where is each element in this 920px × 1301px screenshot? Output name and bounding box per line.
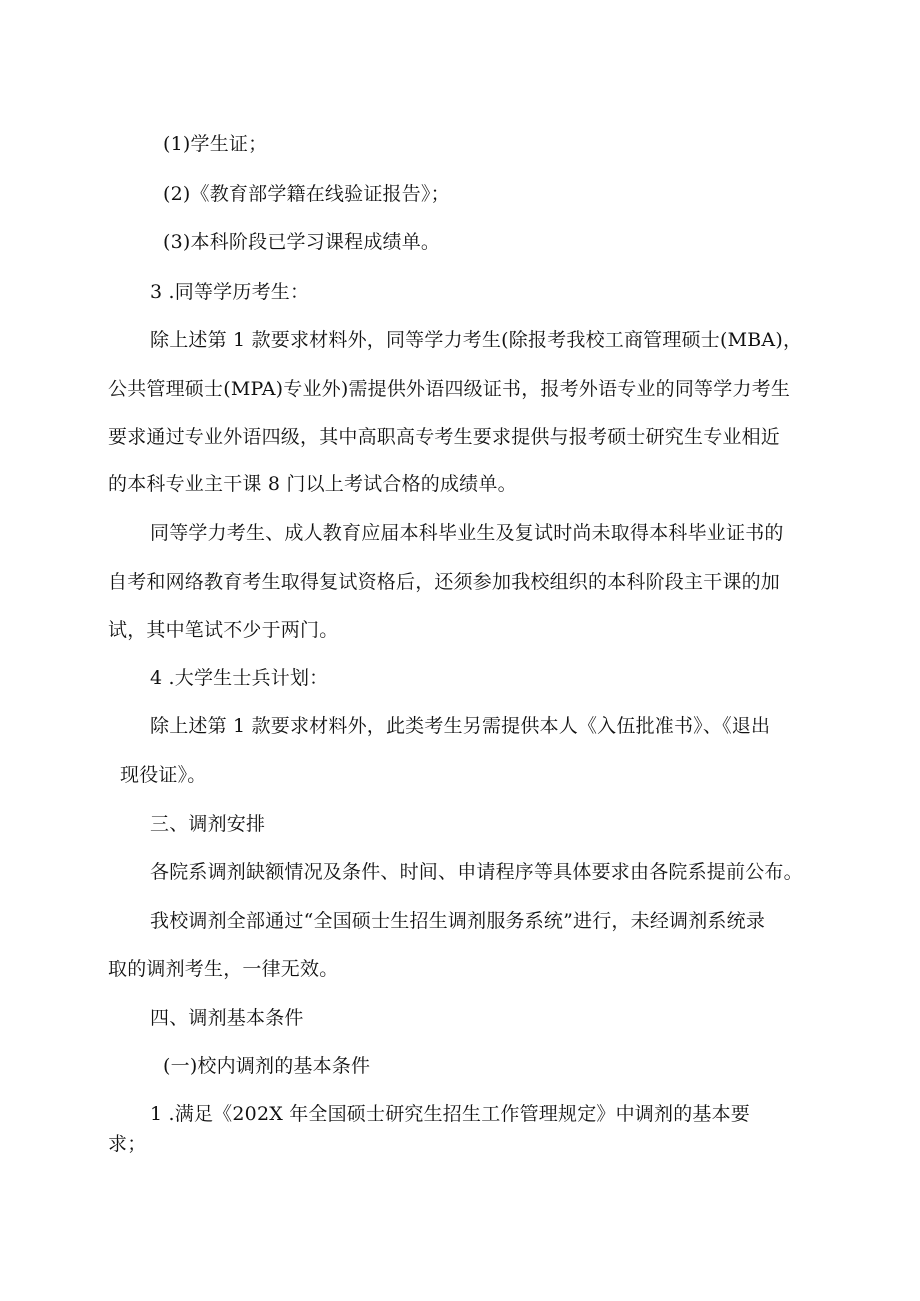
list-item-transcript: (3)本科阶段已学习课程成绩单。 [163,231,441,253]
paragraph-line: 除上述第 1 款要求材料外，此类考生另需提供本人《入伍批准书》、《退出 [150,715,771,737]
paragraph-line: 同等学力考生、成人教育应届本科毕业生及复试时尚未取得本科毕业证书的 [150,522,784,544]
list-item-verification-report: (2)《教育部学籍在线验证报告》； [163,183,450,205]
section-heading-adjustment-arrangement: 三、调剂安排 [150,813,266,835]
paragraph-line: 的本科专业主干课 8 门以上考试合格的成绩单。 [108,473,517,495]
paragraph-line: 除上述第 1 款要求材料外，同等学力考生(除报考我校工商管理硕士(MBA)， [150,329,803,351]
list-item-student-card: (1)学生证； [163,133,268,155]
paragraph-line: 1 .满足《202X 年全国硕士研究生招生工作管理规定》中调剂的基本要 [150,1103,751,1125]
subsection-heading-internal-adjustment: (一)校内调剂的基本条件 [163,1055,371,1077]
paragraph-line: 试，其中笔试不少于两门。 [108,619,339,641]
paragraph-line: 我校调剂全部通过“全国硕士生招生调剂服务系统”进行，未经调剂系统录 [150,910,766,932]
paragraph-line: 自考和网络教育考生取得复试资格后，还须参加我校组织的本科阶段主干课的加 [108,571,781,593]
paragraph-line: 各院系调剂缺额情况及条件、时间、申请程序等具体要求由各院系提前公布。 [150,861,803,883]
paragraph-line: 现役证》。 [120,764,207,786]
section-heading-soldier-plan: 4 .大学生士兵计划： [150,667,329,689]
paragraph-line: 取的调剂考生，一律无效。 [108,958,339,980]
section-heading-basic-conditions: 四、调剂基本条件 [150,1007,304,1029]
paragraph-line: 要求通过专业外语四级，其中高职高专考生要求提供与报考硕士研究生专业相近 [108,426,781,448]
paragraph-line: 求； [108,1133,147,1155]
section-heading-equivalent-candidates: 3 .同等学历考生： [150,281,310,303]
paragraph-line: 公共管理硕士(MPA)专业外)需提供外语四级证书，报考外语专业的同等学力考生 [108,378,791,400]
